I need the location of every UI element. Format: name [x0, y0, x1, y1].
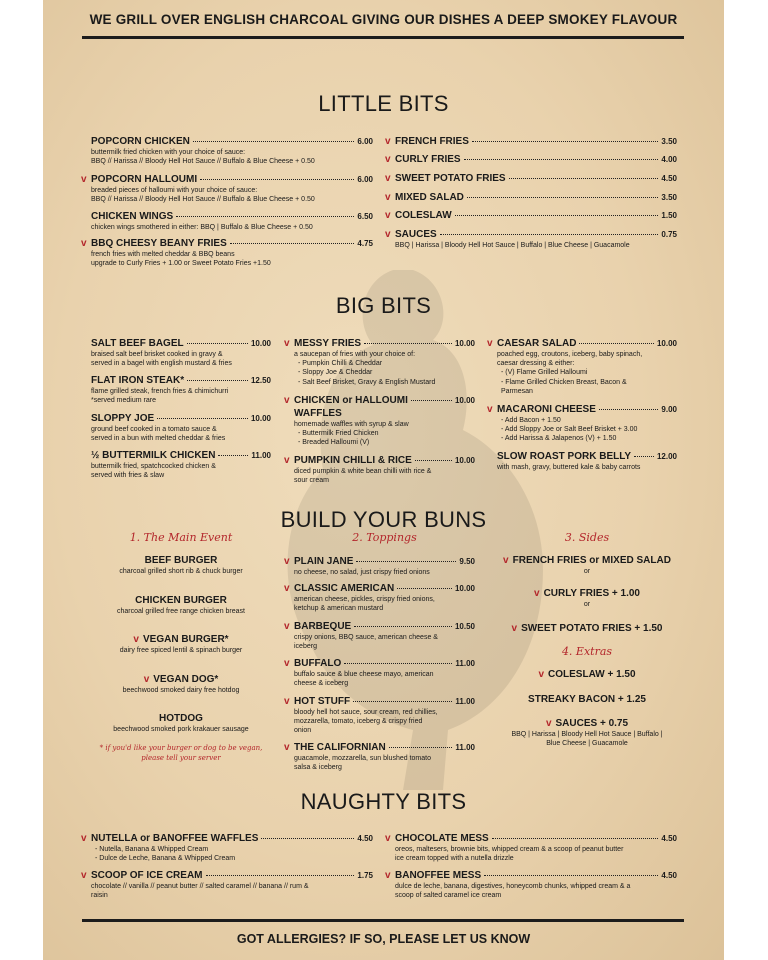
vegetarian-icon: v	[284, 556, 290, 567]
item-name: v COLESLAW + 1.50	[538, 669, 636, 680]
item-price: 11.00	[455, 659, 475, 668]
item-description: crispy onions, BBQ sauce, american cheese & iceberg	[294, 634, 438, 651]
menu-item	[385, 172, 677, 185]
dot-leader	[218, 455, 248, 456]
menu-item	[385, 191, 677, 204]
dessert-item	[81, 869, 373, 900]
item-options: - (V) Flame Grilled Halloumi - Flame Grilled Chicken Breast, Bacon & Parmesan	[501, 369, 627, 395]
item-price: 11.00	[251, 451, 271, 460]
vegetarian-icon: v	[284, 658, 290, 669]
vegetarian-icon: v	[385, 154, 391, 165]
dot-leader	[464, 159, 659, 160]
item-description: flame grilled steak, french fries & chimichurri *served medium rare	[91, 388, 229, 405]
vegetarian-icon: v	[81, 238, 87, 249]
bun-main-item	[91, 673, 271, 695]
bun-main-item	[91, 554, 271, 576]
dessert-item	[81, 832, 373, 863]
vegan-note: * if you'd like your burger or dog to be vegan, please tell your server	[99, 744, 263, 762]
dot-leader	[344, 663, 452, 664]
item-description: chicken wings smothered in either: BBQ | Buffalo & Blue Cheese + 0.50	[91, 224, 313, 231]
item-description: poached egg, croutons, iceberg, baby spinach, caesar dressing & either:	[497, 351, 643, 368]
vegetarian-icon: v	[385, 192, 391, 203]
item-price: 4.00	[661, 155, 677, 164]
main-event-heading: 1. The Main Event	[129, 531, 233, 544]
menu-item	[284, 454, 475, 485]
side-curly-fries	[497, 587, 677, 609]
tagline: WE GRILL OVER ENGLISH CHARCOAL GIVING OUR DISHES A DEEP SMOKEY FLAVOUR	[89, 12, 678, 27]
menu-item	[385, 228, 677, 250]
dot-leader	[411, 400, 452, 401]
item-name: WAFFLES	[294, 408, 342, 419]
item-description: buttermilk fried chicken with your choice of sauce: BBQ // Harissa // Bloody Hell Hot Sauce // Buffalo & Blue Cheese + 0.50	[91, 149, 315, 166]
item-name: SWEET POTATO FRIES	[395, 173, 506, 184]
topping-item	[284, 620, 475, 651]
item-name: v VEGAN BURGER*	[133, 634, 229, 645]
item-description: or	[583, 601, 591, 608]
dot-leader	[397, 588, 452, 589]
item-price: 3.50	[661, 193, 677, 202]
vegetarian-icon: v	[284, 455, 290, 466]
vegetarian-icon: v	[284, 338, 290, 349]
item-description: dairy free spiced lentil & spinach burger	[119, 647, 243, 654]
topping-item	[284, 582, 475, 613]
menu-item	[91, 337, 271, 368]
item-description: chocolate // vanilla // peanut butter // salted caramel // banana // rum & raisin	[91, 883, 309, 900]
dessert-item	[385, 832, 677, 863]
side-fries-or-salad	[497, 554, 677, 576]
item-name: CLASSIC AMERICAN	[294, 583, 395, 594]
dot-leader	[484, 875, 658, 876]
vegetarian-icon: v	[545, 718, 552, 729]
item-name: CHICKEN BURGER	[135, 595, 227, 606]
item-name: SALT BEEF BAGEL	[91, 338, 184, 349]
item-name: HOTDOG	[159, 713, 203, 724]
vegetarian-icon: v	[284, 621, 290, 632]
item-description: homemade waffles with syrup & slaw	[294, 421, 409, 428]
item-name: CHICKEN or HALLOUMI	[294, 395, 408, 406]
vegetarian-icon: v	[284, 742, 290, 753]
dot-leader	[230, 243, 355, 244]
topping-item	[284, 741, 475, 772]
vegetarian-icon: v	[538, 669, 545, 680]
dot-leader	[389, 747, 453, 748]
item-price: 4.50	[661, 834, 677, 843]
item-description: american cheese, pickles, crispy fried onions, ketchup & american mustard	[294, 596, 435, 613]
section-title-big-bits: BIG BITS	[335, 293, 432, 318]
vegetarian-icon: v	[143, 674, 150, 685]
dot-leader	[599, 409, 659, 410]
item-description: BBQ | Harissa | Bloody Hell Hot Sauce | Buffalo | Blue Cheese | Guacamole	[395, 242, 630, 249]
vegetarian-icon: v	[81, 870, 87, 881]
menu-item	[487, 403, 677, 444]
dot-leader	[492, 838, 659, 839]
dot-leader	[415, 460, 452, 461]
dot-leader	[353, 701, 452, 702]
item-price: 6.00	[357, 175, 373, 184]
item-name: PUMPKIN CHILLI & RICE	[294, 455, 412, 466]
item-description: bloody hell hot sauce, sour cream, red chillies, mozzarella, tomato, iceberg & crispy fried onion	[294, 709, 438, 735]
item-description: beechwood smoked pork krakauer sausage	[113, 726, 249, 733]
item-price: 3.50	[661, 137, 677, 146]
item-description: breaded pieces of halloumi with your choice of sauce: BBQ // Harissa // Bloody Hell Hot Sauce // Buffalo & Blue Cheese + 0.50	[91, 187, 315, 204]
dot-leader	[193, 141, 355, 142]
vegetarian-icon: v	[284, 696, 290, 707]
item-name: SAUCES	[395, 229, 437, 240]
item-description: buttermilk fried, spatchcocked chicken & served with fries & slaw	[91, 463, 216, 480]
item-description: a saucepan of fries with your choice of:	[294, 351, 416, 358]
item-description: buffalo sauce & blue cheese mayo, american cheese & iceberg	[294, 671, 434, 688]
menu-item	[385, 135, 677, 148]
item-name: MESSY FRIES	[294, 338, 362, 349]
menu-item	[91, 412, 271, 443]
dot-leader	[157, 418, 248, 419]
menu-item	[81, 173, 373, 204]
item-description: ground beef cooked in a tomato sauce & served in a bun with melted cheddar & fries	[91, 426, 226, 443]
item-description: beechwood smoked dairy free hotdog	[122, 687, 240, 694]
item-name: BARBEQUE	[294, 621, 352, 632]
side-sweet-potato-fries	[497, 622, 677, 635]
vegetarian-icon: v	[534, 588, 540, 599]
item-price: 0.75	[661, 230, 677, 239]
item-price: 10.00	[250, 414, 271, 423]
item-name: FRENCH FRIES	[395, 136, 469, 147]
bottom-divider	[82, 919, 684, 922]
item-name: ½ BUTTERMILK CHICKEN	[91, 450, 216, 461]
topping-item	[284, 695, 475, 736]
item-name: v FRENCH FRIES or MIXED SALAD	[503, 555, 671, 566]
item-options: - Nutella, Banana & Whipped Cream - Dulce de Leche, Banana & Whipped Cream	[95, 846, 236, 863]
item-options: - Buttermilk Fried Chicken - Breaded Halloumi (V)	[298, 430, 379, 447]
item-name: v SAUCES + 0.75	[545, 718, 629, 729]
item-price: 10.00	[454, 396, 475, 405]
menu-item	[91, 210, 373, 232]
dot-leader	[187, 343, 248, 344]
item-name: v SWEET POTATO FRIES + 1.50	[511, 623, 663, 634]
vegetarian-icon: v	[511, 623, 518, 634]
menu-item	[81, 237, 373, 268]
item-description: diced pumpkin & white bean chilli with rice & sour cream	[294, 468, 432, 485]
item-price: 10.50	[454, 622, 475, 631]
item-description: dulce de leche, banana, digestives, honeycomb chunks, whipped cream & a scoop of salted caramel ice cream	[395, 883, 631, 900]
dot-leader	[467, 197, 659, 198]
item-price: 1.75	[357, 871, 373, 880]
item-price: 10.00	[656, 339, 677, 348]
section-title-build-your-buns: BUILD YOUR BUNS	[280, 507, 487, 532]
item-name: CHICKEN WINGS	[91, 211, 174, 222]
item-price: 1.50	[661, 211, 677, 220]
dot-leader	[440, 234, 659, 235]
item-name: CURLY FRIES	[395, 154, 461, 165]
item-name: MIXED SALAD	[395, 192, 464, 203]
item-name: HOT STUFF	[294, 696, 351, 707]
section-title-little-bits: LITTLE BITS	[318, 91, 449, 116]
item-name: THE CALIFORNIAN	[294, 742, 386, 753]
item-name: BANOFFEE MESS	[395, 870, 482, 881]
item-price: 12.00	[656, 452, 677, 461]
item-name: v CURLY FRIES + 1.00	[534, 588, 640, 599]
extras-heading: 4. Extras	[561, 645, 613, 658]
item-price: 11.00	[455, 743, 475, 752]
item-name: SCOOP OF ICE CREAM	[91, 870, 203, 881]
menu-board	[43, 0, 724, 960]
section-title-naughty-bits: NAUGHTY BITS	[300, 789, 467, 814]
item-name: SLOW ROAST PORK BELLY	[497, 451, 632, 462]
item-name: FLAT IRON STEAK*	[91, 375, 185, 386]
item-price: 10.00	[454, 339, 475, 348]
menu-item	[91, 374, 271, 405]
dot-leader	[509, 178, 659, 179]
item-name: STREAKY BACON + 1.25	[528, 694, 646, 705]
dessert-item	[385, 869, 677, 900]
item-description: charcoal grilled free range chicken breast	[116, 608, 245, 615]
toppings-heading: 2. Toppings	[352, 531, 417, 544]
item-name: SLOPPY JOE	[91, 413, 155, 424]
item-description: no cheese, no salad, just crispy fried onions	[294, 569, 430, 576]
item-price: 6.00	[357, 137, 373, 146]
vegetarian-icon: v	[385, 173, 391, 184]
item-name: COLESLAW	[395, 210, 452, 221]
item-name: MACARONI CHEESE	[497, 404, 596, 415]
vegetarian-icon: v	[385, 229, 391, 240]
item-price: 10.00	[250, 339, 271, 348]
topping-item	[284, 657, 475, 688]
item-name: PLAIN JANE	[294, 556, 354, 567]
dot-leader	[261, 838, 354, 839]
vegetarian-icon: v	[487, 404, 493, 415]
dot-leader	[200, 179, 354, 180]
vegetarian-icon: v	[385, 136, 391, 147]
top-divider	[82, 36, 684, 39]
item-price: 10.00	[454, 456, 475, 465]
dot-leader	[364, 343, 452, 344]
item-price: 4.75	[357, 239, 373, 248]
item-description: oreos, maltesers, brownie bits, whipped cream & a scoop of peanut butter ice cream topped with a nutella drizzle	[395, 846, 624, 863]
vegetarian-icon: v	[385, 870, 391, 881]
menu-item	[385, 153, 677, 166]
vegetarian-icon: v	[81, 833, 87, 844]
vegetarian-icon: v	[385, 210, 391, 221]
dot-leader	[634, 456, 654, 457]
item-name: CAESAR SALAD	[497, 338, 577, 349]
dot-leader	[176, 216, 354, 217]
menu-item	[284, 337, 475, 387]
item-price: 9.50	[459, 557, 475, 566]
item-price: 4.50	[661, 174, 677, 183]
item-description: with mash, gravy, buttered kale & baby carrots	[497, 464, 641, 471]
vegetarian-icon: v	[284, 583, 290, 594]
item-options: - Pumpkin Chilli & Cheddar - Sloppy Joe & Cheddar - Salt Beef Brisket, Gravy & English Mustard	[298, 360, 436, 386]
menu-item	[385, 209, 677, 222]
dot-leader	[472, 141, 659, 142]
item-price: 10.00	[454, 584, 475, 593]
item-description: french fries with melted cheddar & BBQ beans upgrade to Curly Fries + 1.00 or Sweet Potato Fries +1.50	[91, 251, 271, 268]
extra-coleslaw	[497, 668, 677, 681]
item-options: - Add Bacon + 1.50 - Add Sloppy Joe or Salt Beef Brisket + 3.00 - Add Harissa & Jalapenos (V) + 1.50	[501, 417, 638, 443]
item-name: BUFFALO	[294, 658, 342, 669]
item-name: POPCORN CHICKEN	[91, 136, 190, 147]
item-name: BEEF BURGER	[144, 555, 218, 566]
extra-streaky-bacon	[497, 693, 677, 706]
item-name: v VEGAN DOG*	[143, 674, 219, 685]
item-name: BBQ CHEESY BEANY FRIES	[91, 238, 227, 249]
vegetarian-icon: v	[133, 634, 139, 645]
menu-item	[91, 135, 373, 166]
menu-item	[487, 337, 677, 396]
vegetarian-icon: v	[284, 395, 290, 406]
menu-item	[284, 394, 475, 448]
dot-leader	[579, 343, 654, 344]
bun-main-item	[91, 594, 271, 616]
sides-heading: 3. Sides	[564, 531, 610, 544]
dot-leader	[187, 380, 248, 381]
extra-sauces	[497, 717, 677, 748]
item-description: guacamole, mozzarella, sun blushed tomato salsa & iceberg	[294, 755, 431, 772]
vegetarian-icon: v	[385, 833, 391, 844]
dot-leader	[206, 875, 355, 876]
item-name: CHOCOLATE MESS	[395, 833, 489, 844]
item-description: BBQ | Harissa | Bloody Hell Hot Sauce | Buffalo | Blue Cheese | Guacamole	[511, 731, 663, 747]
item-description: or	[583, 568, 591, 575]
item-price: 9.00	[661, 405, 677, 414]
item-price: 4.50	[357, 834, 373, 843]
menu-item	[497, 450, 677, 472]
bun-main-item	[91, 633, 271, 655]
topping-item	[284, 555, 475, 577]
item-price: 4.50	[661, 871, 677, 880]
item-name: POPCORN HALLOUMI	[91, 174, 198, 185]
item-price: 6.50	[357, 212, 373, 221]
item-description: charcoal grilled short rib & chuck burger	[119, 568, 243, 575]
item-price: 12.50	[250, 376, 271, 385]
dot-leader	[354, 626, 452, 627]
dot-leader	[356, 561, 456, 562]
item-name: NUTELLA or BANOFFEE WAFFLES	[91, 833, 259, 844]
item-price: 11.00	[455, 697, 475, 706]
vegetarian-icon: v	[503, 555, 509, 566]
allergy-footer: GOT ALLERGIES? IF SO, PLEASE LET US KNOW	[236, 932, 531, 946]
vegetarian-icon: v	[487, 338, 493, 349]
menu-item	[91, 449, 271, 480]
bun-main-item	[91, 712, 271, 734]
vegetarian-icon: v	[81, 174, 87, 185]
dot-leader	[455, 215, 659, 216]
item-description: braised salt beef brisket cooked in gravy & served in a bagel with english mustard & fries	[91, 351, 232, 368]
